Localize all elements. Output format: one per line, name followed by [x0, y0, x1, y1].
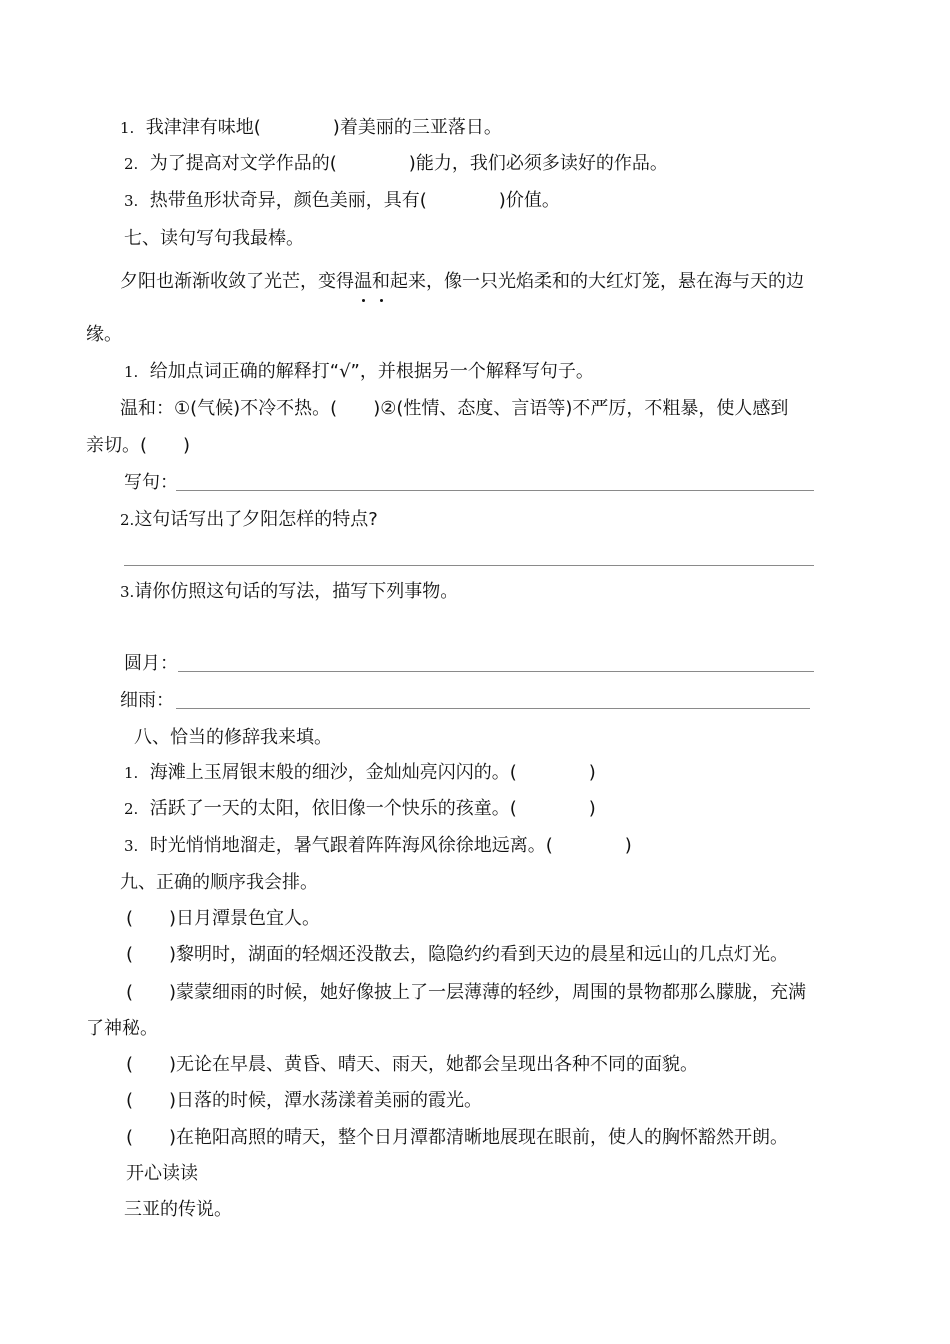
- model-sentence-cont: 缘。: [86, 324, 122, 345]
- question-3: 3.请你仿照这句话的写法，描写下列事物。: [120, 581, 459, 602]
- fill-item-3: 3. 热带鱼形状奇异，颜色美丽，具有( )价值。: [124, 190, 560, 211]
- answer-line[interactable]: [124, 565, 814, 566]
- order-item: ( )蒙蒙细雨的时候，她好像披上了一层薄薄的轻纱，周围的景物都那么朦胧，充满: [126, 982, 807, 1003]
- dotted-char: 和: [372, 271, 390, 292]
- rhetoric-item-1: 1. 海滩上玉屑银末般的细沙，金灿灿亮闪闪的。( ): [124, 762, 596, 783]
- order-item: ( )在艳阳高照的晴天，整个日月潭都清晰地展现在眼前，使人的胸怀豁然开朗。: [126, 1127, 789, 1148]
- section-7-title: 七、读句写句我最棒。: [124, 228, 304, 249]
- write-sentence-line[interactable]: [176, 490, 814, 491]
- rain-answer-line[interactable]: [176, 708, 810, 709]
- section-8-title: 八、恰当的修辞我来填。: [134, 727, 332, 748]
- fill-item-2: 2. 为了提高对文学作品的( )能力，我们必须多读好的作品。: [124, 153, 668, 174]
- moon-answer-line[interactable]: [178, 671, 814, 672]
- order-item: ( )日月潭景色宜人。: [126, 908, 321, 929]
- answer-blank[interactable]: [337, 153, 409, 174]
- order-item: ( )日落的时候，潭水荡漾着美丽的霞光。: [126, 1090, 483, 1111]
- moon-label: 圆月：: [124, 653, 178, 674]
- question-1: 1. 给加点词正确的解释打“√”，并根据另一个解释写句子。: [124, 361, 594, 382]
- reading-subtitle: 三亚的传说。: [124, 1199, 232, 1220]
- answer-blank[interactable]: [261, 117, 333, 138]
- section-9-title: 九、正确的顺序我会排。: [120, 872, 318, 893]
- order-item: ( )黎明时，湖面的轻烟还没散去，隐隐约约看到天边的晨星和远山的几点灯光。: [126, 944, 789, 965]
- question-2: 2.这句话写出了夕阳怎样的特点?: [120, 509, 378, 530]
- model-sentence: 夕阳也渐渐收敛了光芒，变得温和起来，像一只光焰柔和的大红灯笼，悬在海与天的边: [120, 271, 804, 292]
- definition-line-cont: 亲切。( ): [86, 435, 191, 456]
- definition-line: 温和：①(气候)不冷不热。( )②(性情、态度、言语等)不严厉，不粗暴，使人感到: [120, 398, 789, 419]
- rain-label: 细雨：: [120, 690, 174, 711]
- rhetoric-item-3: 3. 时光悄悄地溜走，暑气跟着阵阵海风徐徐地远离。( ): [124, 835, 632, 856]
- rhetoric-item-2: 2. 活跃了一天的太阳，依旧像一个快乐的孩童。( ): [124, 798, 596, 819]
- order-item-cont: 了神秘。: [86, 1018, 158, 1039]
- reading-title: 开心读读: [126, 1163, 198, 1184]
- dotted-char: 温: [354, 271, 372, 292]
- write-sentence-label: 写句：: [124, 472, 178, 493]
- fill-item-1: 1. 我津津有味地( )着美丽的三亚落日。: [120, 117, 502, 138]
- answer-blank[interactable]: [427, 190, 499, 211]
- order-item: ( )无论在早晨、黄昏、晴天、雨天，她都会呈现出各种不同的面貌。: [126, 1054, 699, 1075]
